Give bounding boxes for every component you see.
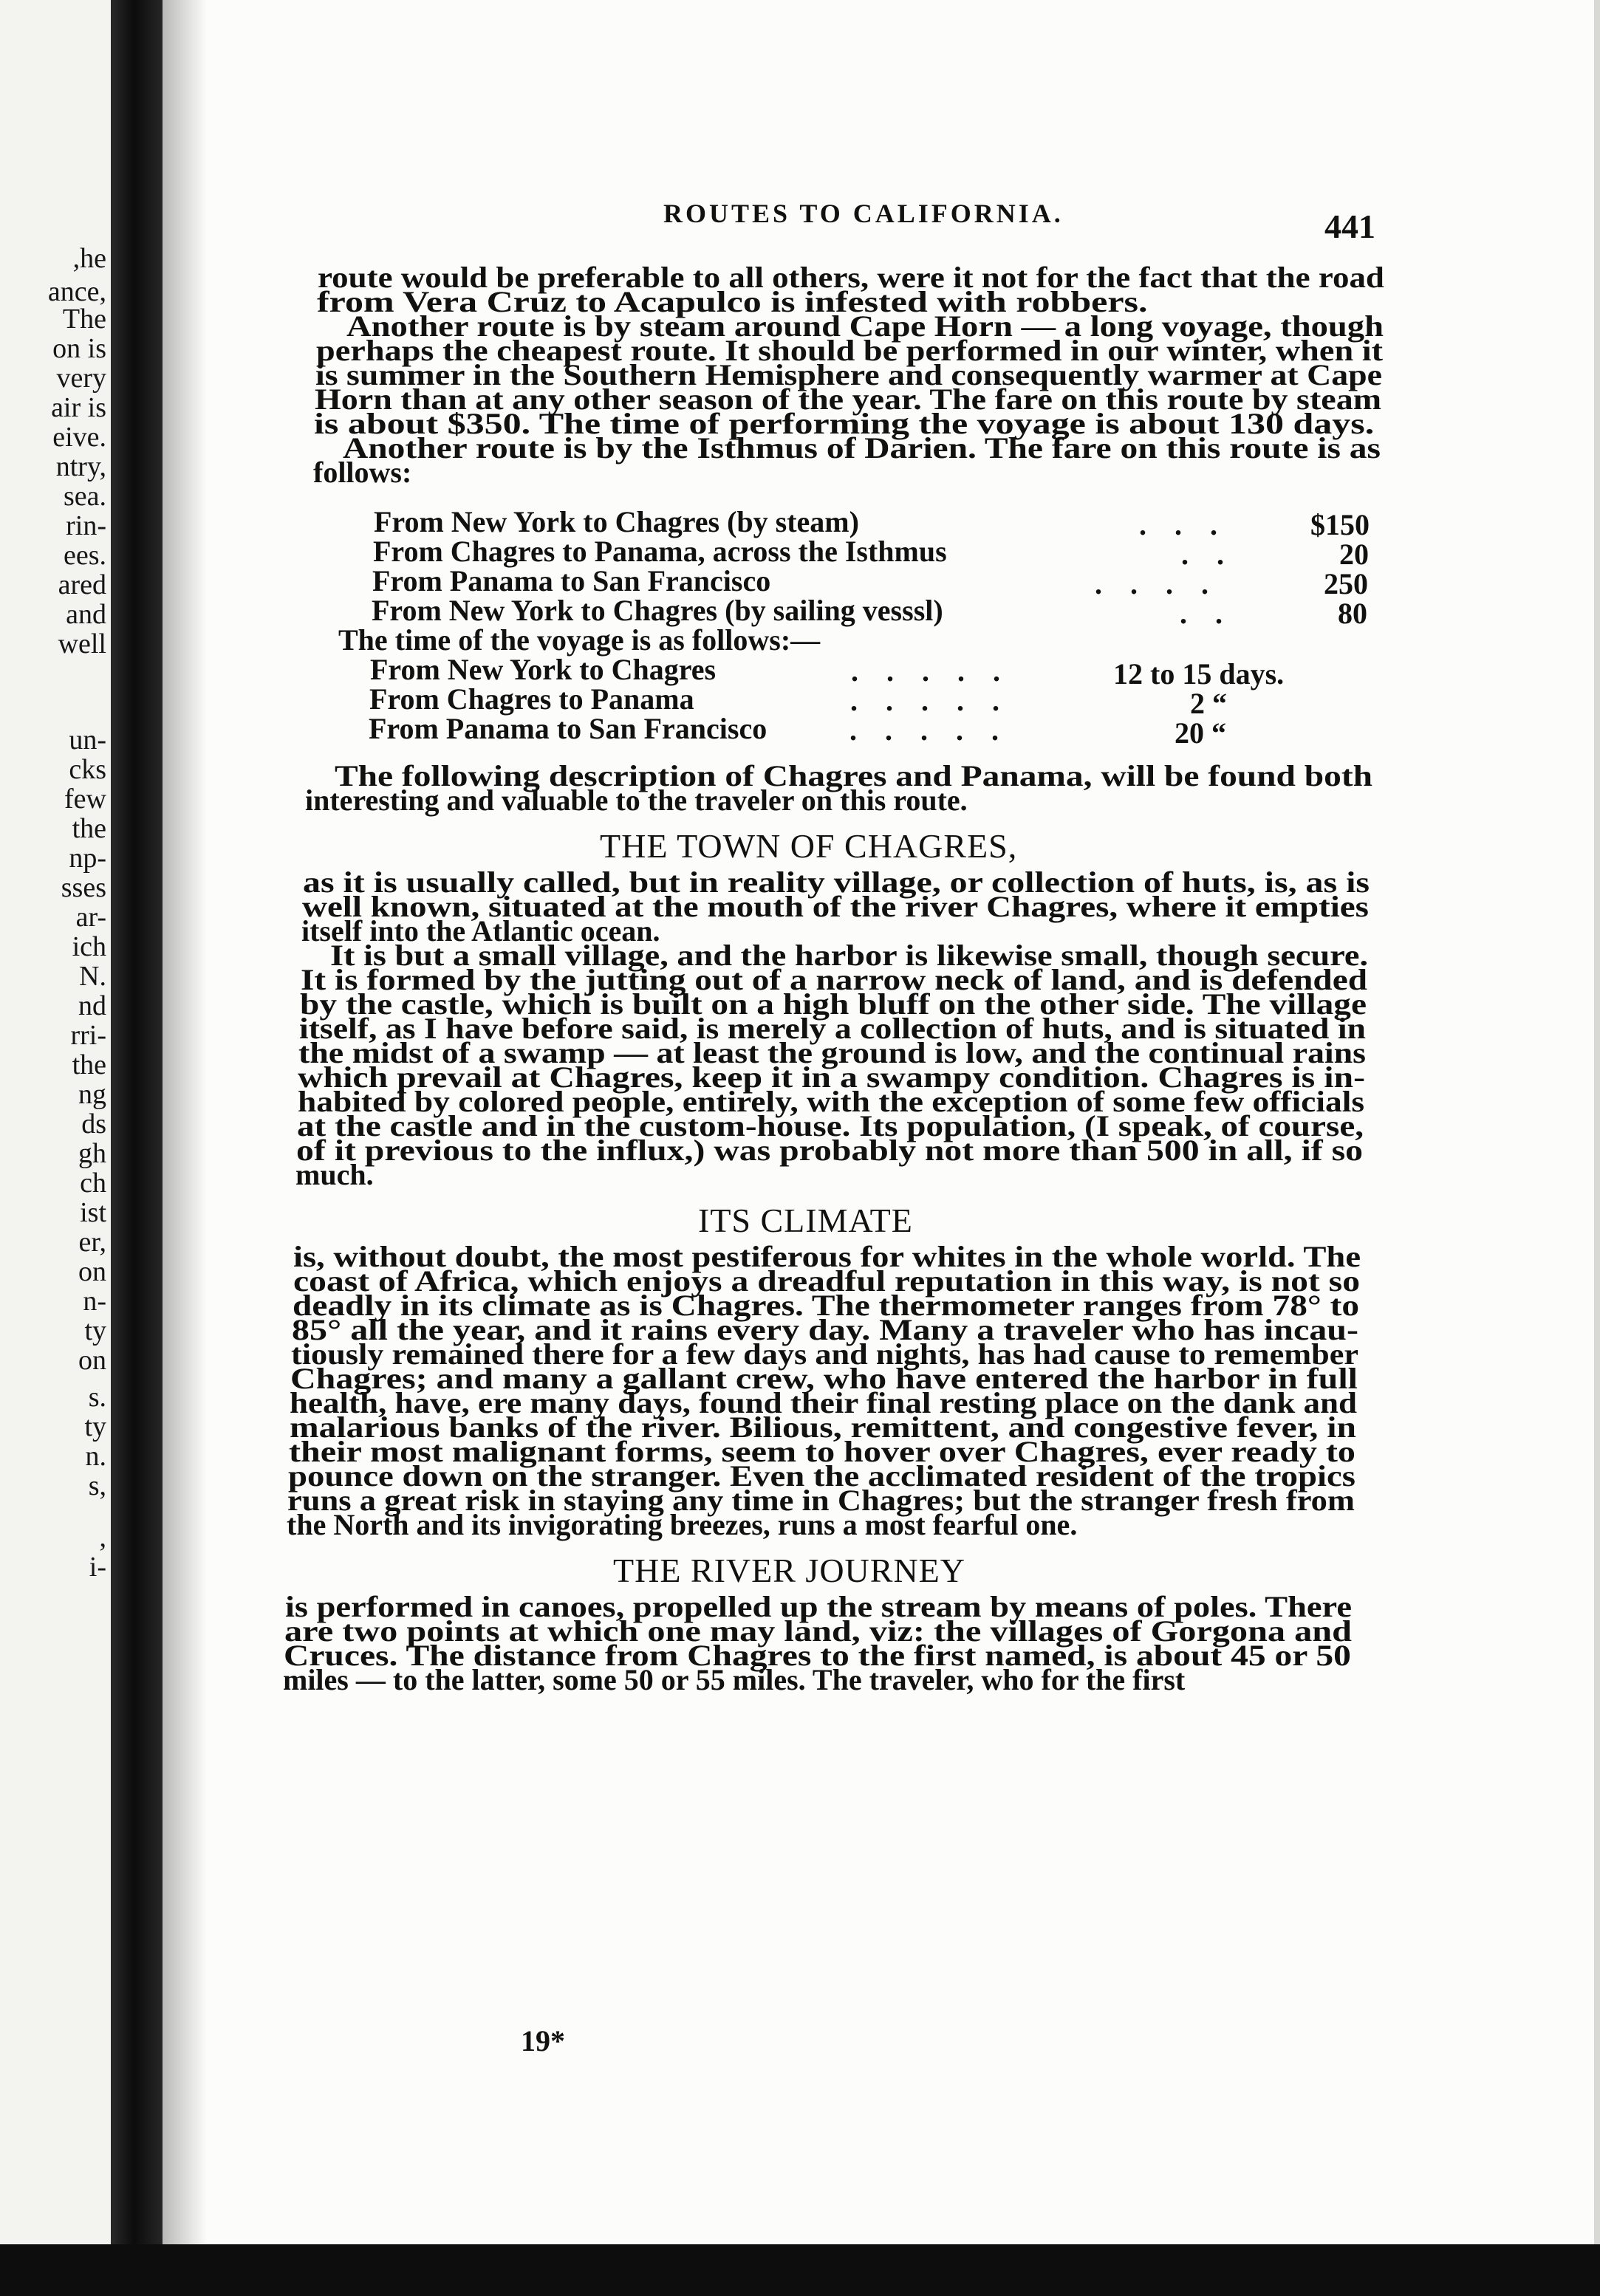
fare-amount: 20: [1339, 538, 1369, 571]
left-page-fragment: The: [62, 304, 106, 335]
time-route: From New York to Chagres: [370, 653, 717, 686]
signature-mark: 19*: [521, 2024, 565, 2057]
fare-amount: 80: [1338, 597, 1367, 630]
left-page-fragment: ng: [78, 1079, 106, 1110]
body-line: is performed in canoes, propelled up the stream by means of poles. There: [285, 1590, 1352, 1623]
body-line: Cruces. The distance from Chagres to the first named, is about 45 or 50: [284, 1639, 1351, 1672]
page-number: 441: [1324, 208, 1375, 245]
body-line: is about $350. The time of performing the voyage is about 130 days.: [314, 407, 1375, 440]
left-page-fragment: np-: [69, 843, 106, 874]
body-line: habited by colored people, entirely, with the exception of some few officials: [298, 1085, 1365, 1118]
left-page-fragment: ty: [84, 1411, 106, 1442]
left-page-fragment: ance,: [47, 276, 106, 307]
leader-dots: .....: [851, 654, 1028, 688]
body-line: follows:: [313, 456, 412, 489]
left-page-fragment: the: [72, 813, 106, 844]
left-page-fragment: few: [64, 784, 106, 815]
body-line: itself into the Atlantic ocean.: [301, 914, 660, 947]
body-line: at the castle and in the custom-house. Its population, (I speak, of course,: [297, 1109, 1364, 1142]
body-line: Horn than at any other season of the year. The fare on this route by steam: [315, 383, 1382, 416]
left-page-fragment: ar-: [75, 902, 106, 933]
left-page-fragment: s,: [88, 1470, 106, 1501]
left-page-fragment: N.: [79, 961, 106, 992]
left-page-fragment: and: [66, 599, 106, 630]
body-line: which prevail at Chagres, keep it in a swampy condition. Chagres is in-: [298, 1060, 1366, 1094]
body-line: 85° all the year, and it rains every day. Many a traveler who has incau-: [292, 1313, 1359, 1346]
left-page-fragment: n.: [85, 1441, 106, 1472]
left-page-fragment: rri-: [70, 1020, 106, 1051]
body-line: perhaps the cheapest route. It should be performed in our winter, when it: [316, 334, 1384, 367]
left-page-fragment: s.: [88, 1382, 106, 1413]
fare-route: From Panama to San Francisco: [372, 564, 771, 597]
left-page-fragment: nd: [78, 990, 106, 1021]
left-page-fragment: ich: [72, 931, 106, 962]
left-page-fragment: well: [58, 628, 106, 659]
left-page-fragment: gh: [78, 1138, 106, 1169]
left-page-fragment: ,: [99, 1522, 106, 1553]
body-line: The following description of Chagres and Panama, will be found both: [335, 759, 1373, 792]
left-page-fragment: the: [72, 1049, 106, 1080]
body-line: the North and its invigorating breezes, runs a most fearful one.: [287, 1508, 1078, 1541]
body-line: their most malignant forms, seem to hover over Chagres, ever ready to: [289, 1435, 1355, 1468]
body-line: Another route is by the Isthmus of Darien. The fare on this route is as: [343, 431, 1381, 465]
leader-dots: ..: [1180, 597, 1251, 630]
body-line: is, without doubt, the most pestiferous for whites in the whole world. The: [293, 1240, 1361, 1273]
running-title: ROUTES TO CALIFORNIA.: [663, 199, 1064, 228]
left-page-fragment: ared: [58, 569, 106, 600]
gutter-shadow: [163, 0, 207, 2296]
fare-route: From New York to Chagres (by steam): [374, 505, 859, 538]
body-line: itself, as I have before said, is merely a collection of huts, and is situated in: [299, 1012, 1366, 1045]
body-line: runs a great risk in staying any time in Chagres; but the stranger fresh from: [287, 1484, 1355, 1517]
body-line: from Vera Cruz to Acapulco is infested with robbers.: [317, 285, 1148, 318]
body-line: as it is usually called, but in reality village, or collection of huts, is, as is: [303, 866, 1370, 899]
body-line: Chagres; and many a gallant crew, who have entered the harbor in full: [290, 1362, 1358, 1395]
body-line: It is formed by the jutting out of a narrow neck of land, and is defended: [301, 963, 1368, 996]
left-page-fragment: rin-: [66, 510, 106, 541]
body-line: route would be preferable to all others, were it not for the fact that the road: [318, 261, 1384, 294]
left-page-fragment: ,he: [72, 243, 106, 274]
body-line: much.: [295, 1158, 374, 1191]
body-line: coast of Africa, which enjoys a dreadful reputation in this way, is not so: [293, 1264, 1361, 1298]
fare-route: From Chagres to Panama, across the Isthmus: [373, 535, 947, 568]
left-page-fragment: ees.: [63, 540, 106, 571]
fare-amount: 250: [1324, 567, 1368, 600]
leader-dots: .....: [849, 713, 1027, 747]
body-line: by the castle, which is built on a high bluff on the other side. The village: [300, 987, 1367, 1021]
scan-bottom-border: [0, 2244, 1600, 2296]
table-intro: The time of the voyage is as follows:—: [338, 623, 821, 657]
left-page-fragment: ds: [81, 1108, 106, 1140]
left-page-fragment: eive.: [52, 422, 106, 453]
body-line: well known, situated at the mouth of the river Chagres, where it empties: [302, 890, 1369, 923]
body-line: interesting and valuable to the traveler on this route.: [305, 784, 968, 817]
left-page-fragment: ty: [84, 1315, 106, 1346]
body-line: It is but a small village, and the harbor is likewise small, though secure.: [330, 939, 1369, 972]
leader-dots: ...: [1139, 508, 1245, 541]
time-duration: 2 “: [1190, 687, 1227, 720]
left-page-fragment: very: [56, 363, 106, 394]
left-page-fragment: on: [78, 1256, 106, 1287]
body-line: tiously remained there for a few days and nights, has had cause to remember: [291, 1337, 1359, 1371]
left-page-fragment: ntry,: [55, 451, 106, 482]
fare-amount: $150: [1310, 508, 1370, 541]
left-page-fragment: sses: [61, 872, 106, 903]
body-line: miles — to the latter, some 50 or 55 miles. The traveler, who for the first: [283, 1663, 1186, 1696]
leader-dots: ..: [1181, 538, 1252, 571]
left-page-fragment: air is: [51, 392, 106, 423]
body-line: Another route is by steam around Cape Horn — a long voyage, though: [346, 309, 1384, 343]
body-line: health, have, ere many days, found their final resting place on the dank and: [290, 1386, 1358, 1419]
book-gutter: [111, 0, 163, 2296]
section-heading: THE RIVER JOURNEY: [613, 1552, 965, 1589]
section-heading: THE TOWN OF CHAGRES,: [600, 827, 1018, 865]
left-page-fragment: ch: [80, 1168, 106, 1199]
left-page-fragment: er,: [78, 1227, 106, 1258]
left-page-fragment: on is: [52, 333, 106, 364]
left-facing-page: [0, 0, 111, 2296]
body-line: deadly in its climate as is Chagres. The thermometer ranges from 78° to: [293, 1289, 1360, 1322]
left-page-fragment: n-: [83, 1286, 106, 1317]
page-edge: [1594, 0, 1600, 2296]
left-page-fragment: sea.: [63, 481, 106, 512]
body-line: malarious banks of the river. Bilious, remittent, and congestive fever, in: [290, 1411, 1356, 1444]
time-route: From Chagres to Panama: [369, 682, 694, 716]
leader-dots: .....: [850, 684, 1028, 717]
time-duration: 12 to 15 days.: [1113, 657, 1285, 690]
left-page-fragment: ist: [80, 1197, 106, 1228]
fare-route: From New York to Chagres (by sailing vesssl): [372, 594, 943, 627]
left-page-fragment: cks: [69, 754, 106, 785]
body-line: pounce down on the stranger. Even the acclimated resident of the tropics: [288, 1459, 1355, 1493]
body-line: the midst of a swamp — at least the ground is low, and the continual rains: [298, 1036, 1367, 1069]
body-line: are two points at which one may land, viz: the villages of Gorgona and: [284, 1614, 1352, 1648]
body-line: is summer in the Southern Hemisphere and consequently warmer at Cape: [315, 358, 1382, 391]
left-page-fragment: i-: [89, 1552, 106, 1583]
time-route: From Panama to San Francisco: [369, 712, 767, 745]
left-page-fragment: on: [78, 1345, 106, 1376]
time-duration: 20 “: [1175, 716, 1226, 750]
body-line: of it previous to the influx,) was probably not more than 500 in all, if so: [296, 1134, 1364, 1167]
left-page-fragment: un-: [69, 724, 106, 755]
leader-dots: ....: [1095, 567, 1237, 600]
section-heading: ITS CLIMATE: [698, 1202, 913, 1239]
